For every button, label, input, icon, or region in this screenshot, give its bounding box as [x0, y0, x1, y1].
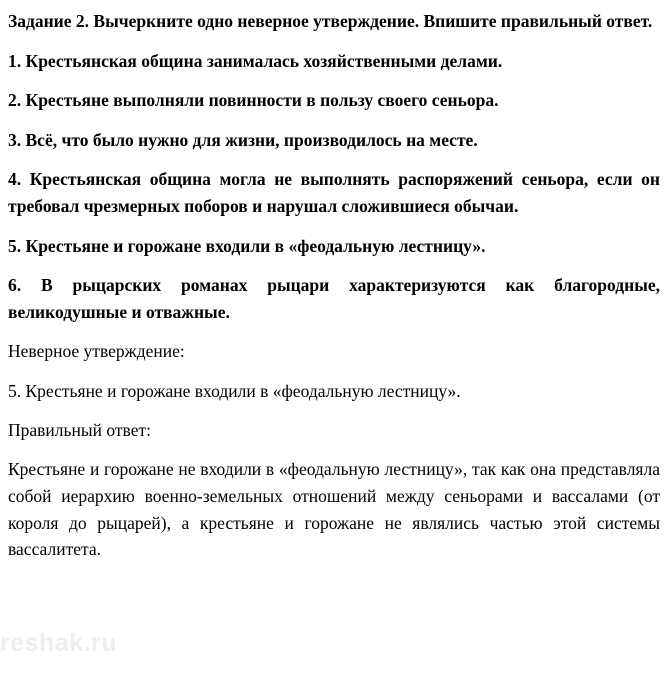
statement-5: 5. Крестьяне и горожане входили в «феодальную лестницу». [8, 235, 486, 256]
wrong-statement-label: Неверное утверждение: [8, 341, 185, 362]
statement-1: 1. Крестьянская община занималась хозяйственными делами. [8, 50, 503, 71]
correct-answer-text: Крестьяне и горожане не входили в «феодальную лестницу», так как она представляла собой иерархию военно-земельных отношений между сеньорами и вассалами (от короля до рыцарей), а крестьяне и горожане не являлись частью этой системы вассалитета. [8, 459, 660, 560]
statement-4: 4. Крестьянская община могла не выполнять распоряжений сеньора, если он требовал чрезмерных поборов и нарушал сложившиеся обычаи. [8, 169, 660, 216]
wrong-statement-text: 5. Крестьяне и горожане входили в «феодальную лестницу». [8, 380, 461, 401]
statement-6: 6. В рыцарских романах рыцари характеризуются как благородные, великодушные и отважные. [8, 275, 660, 322]
correct-answer-label: Правильный ответ: [8, 420, 151, 441]
task-title: Задание 2. Вычеркните одно неверное утверждение. Впишите правильный ответ. [8, 11, 653, 31]
statement-2: 2. Крестьяне выполняли повинности в пользу своего сеньора. [8, 90, 499, 111]
statement-3: 3. Всё, что было нужно для жизни, производилось на месте. [8, 129, 478, 150]
watermark: reshak.ru [0, 629, 118, 657]
